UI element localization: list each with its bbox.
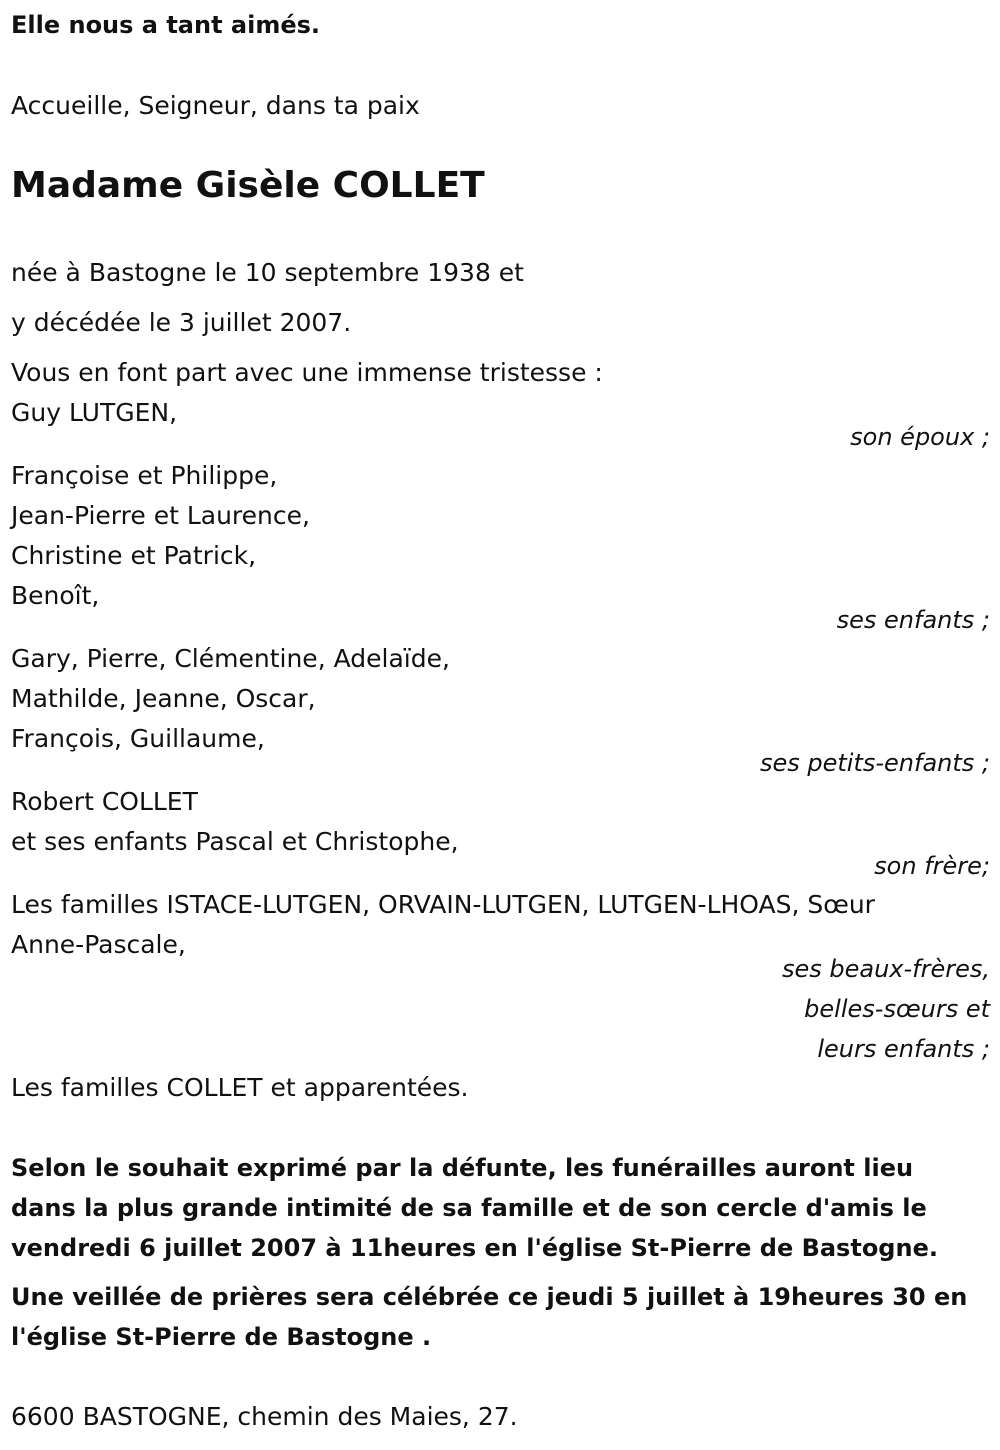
prayer-line: Accueille, Seigneur, dans ta paix [11, 91, 420, 120]
announcement-intro: Vous en font part avec une immense tristesse : [11, 358, 603, 387]
spouse-relation: son époux ; [850, 423, 990, 451]
grandchild-names: Gary, Pierre, Clémentine, Adelaïde, [11, 644, 450, 673]
funeral-text: vendredi 6 juillet 2007 à 11heures en l'église St-Pierre de Bastogne. [11, 1234, 938, 1262]
vigil-text: Une veillée de prières sera célébrée ce jeudi 5 juillet à 19heures 30 en [11, 1283, 968, 1311]
brother-name: Robert COLLET [11, 787, 198, 816]
funeral-text: Selon le souhait exprimé par la défunte, les funérailles auront lieu [11, 1154, 914, 1182]
funeral-text: dans la plus grande intimité de sa famille et de son cercle d'amis le [11, 1194, 927, 1222]
child-name: Christine et Patrick, [11, 541, 257, 570]
birth-line: née à Bastogne le 10 septembre 1938 et [11, 258, 524, 287]
grandchildren-relation: ses petits-enfants ; [759, 749, 990, 777]
vigil-text: l'église St-Pierre de Bastogne . [11, 1323, 432, 1351]
in-laws-relation: ses beaux-frères, [781, 955, 990, 983]
child-name: Benoît, [11, 581, 100, 610]
child-name: Jean-Pierre et Laurence, [11, 501, 310, 530]
death-line: y décédée le 3 juillet 2007. [11, 308, 352, 337]
grandchild-names: François, Guillaume, [11, 724, 265, 753]
motto: Elle nous a tant aimés. [11, 11, 321, 39]
grandchild-names: Mathilde, Jeanne, Oscar, [11, 684, 316, 713]
related-families: Les familles COLLET et apparentées. [11, 1073, 469, 1102]
children-relation: ses enfants ; [836, 606, 990, 634]
in-laws-names: Anne-Pascale, [11, 930, 186, 959]
in-laws-relation: leurs enfants ; [817, 1035, 990, 1063]
brother-relation: son frère; [874, 852, 990, 880]
in-laws-relation: belles-sœurs et [804, 995, 990, 1023]
address: 6600 BASTOGNE, chemin des Maies, 27. [11, 1402, 518, 1431]
child-name: Françoise et Philippe, [11, 461, 278, 490]
deceased-name: Madame Gisèle COLLET [11, 165, 485, 206]
spouse-name: Guy LUTGEN, [11, 398, 178, 427]
brother-family: et ses enfants Pascal et Christophe, [11, 827, 459, 856]
in-laws-names: Les familles ISTACE-LUTGEN, ORVAIN-LUTGEN, LUTGEN-LHOAS, Sœur [11, 890, 875, 919]
